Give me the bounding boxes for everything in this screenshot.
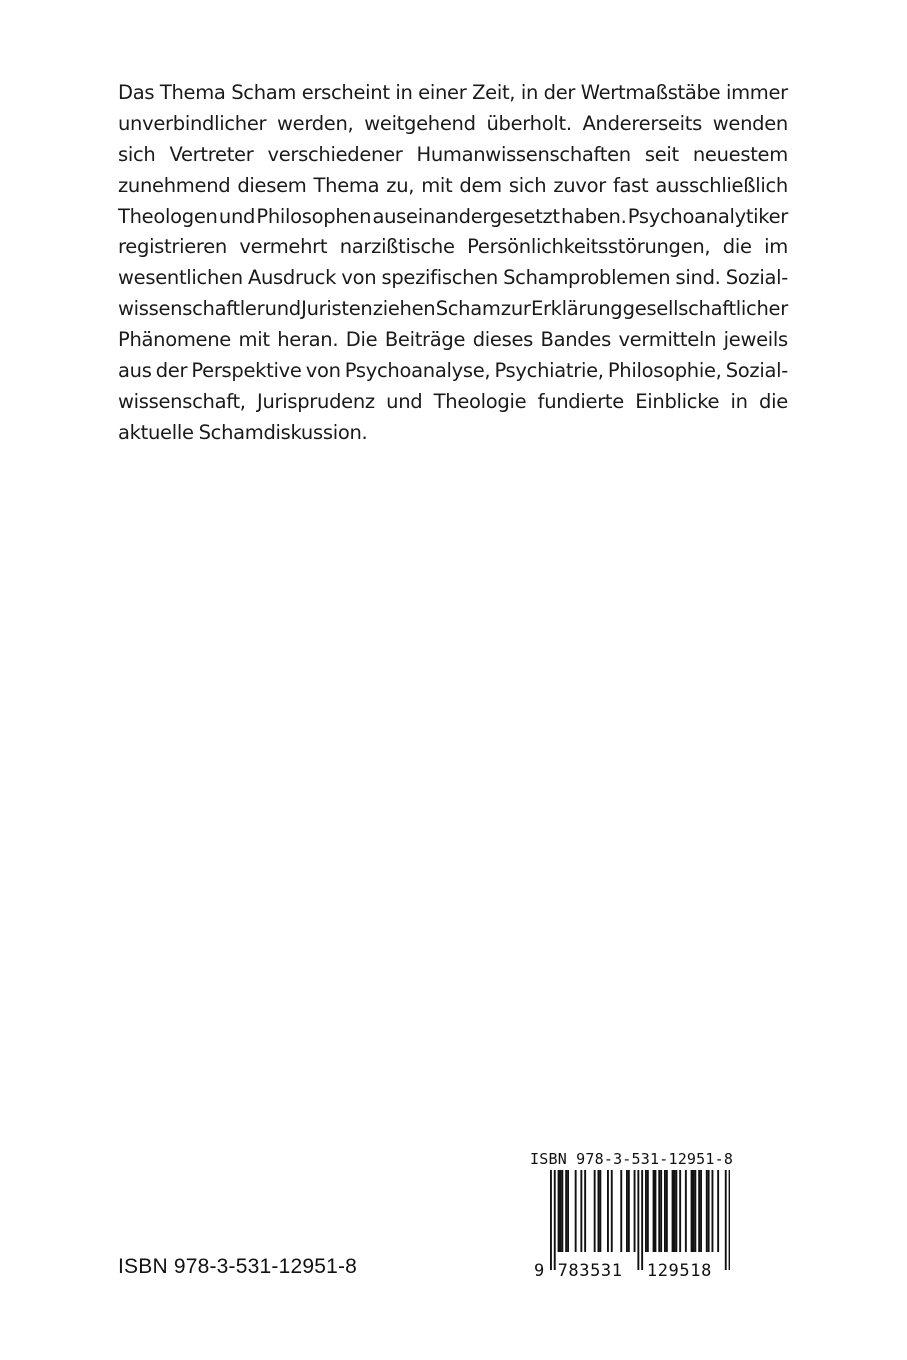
barcode-digits-left: 783531: [557, 1261, 623, 1281]
blurb-word: mit: [238, 328, 270, 352]
barcode-bar: [565, 1170, 567, 1252]
blurb-word: Einblicke: [635, 389, 720, 413]
blurb-word: und: [218, 204, 256, 228]
blurb-word: Erklärung: [530, 297, 623, 321]
blurb-word: Persönlichkeitsstörungen,: [467, 235, 711, 259]
blurb-text: [118, 78, 788, 449]
blurb-word: auseinandergesetzt: [372, 204, 560, 228]
blurb-word: jeweils: [723, 328, 788, 352]
barcode-guard-bar: [550, 1170, 552, 1270]
blurb-word: Die: [345, 328, 378, 352]
blurb-word: aus: [118, 359, 152, 383]
barcode-bar: [706, 1170, 708, 1252]
blurb-word: dieses: [472, 328, 534, 352]
blurb-line-4: [118, 171, 788, 202]
blurb-word: zur: [500, 297, 531, 321]
barcode-bar: [658, 1170, 660, 1252]
blurb-word: weitgehend: [364, 111, 476, 135]
blurb-word: sich: [508, 173, 547, 197]
barcode-guard-bar: [637, 1170, 639, 1270]
barcode-bar: [599, 1170, 601, 1252]
barcode-bar: [653, 1170, 655, 1252]
blurb-word: Theologie: [433, 389, 527, 413]
blurb-word: gesellschaftlicher: [622, 297, 788, 321]
blurb-line-2: [118, 109, 788, 140]
blurb-word: sich: [118, 142, 156, 166]
blurb-word: werden,: [277, 111, 354, 135]
blurb-word: Psychiatrie,: [494, 359, 604, 383]
blurb-word: erscheint: [301, 81, 390, 104]
barcode-bar: [607, 1170, 609, 1252]
blurb-line-1: [118, 78, 788, 109]
barcode-bar: [560, 1170, 562, 1252]
blurb-word: zunehmend: [118, 173, 231, 197]
blurb-line-3: [118, 140, 788, 171]
barcode-isbn-text: ISBN 978-3-531-12951-8: [530, 1150, 734, 1168]
blurb-word: Philosophie,: [607, 359, 722, 383]
blurb-word: Thema: [313, 173, 380, 197]
blurb-line-7: [118, 263, 788, 294]
barcode-bar: [694, 1170, 696, 1252]
blurb-word: Perspektive: [191, 359, 302, 383]
blurb-word: seit: [644, 142, 679, 166]
barcode-bar: [698, 1170, 700, 1252]
barcode-bar: [679, 1170, 681, 1252]
blurb-word: wissenschaftler: [118, 297, 265, 321]
blurb-word: sind.: [675, 266, 721, 290]
blurb-word: vermitteln: [618, 328, 717, 352]
blurb-word: Vertreter: [169, 142, 254, 166]
blurb-word: und: [386, 389, 423, 413]
blurb-word: die: [722, 235, 752, 259]
barcode-bar: [598, 1170, 600, 1252]
barcode-bar: [674, 1170, 676, 1252]
barcode-bar: [575, 1170, 577, 1252]
barcode-bar: [647, 1170, 649, 1252]
blurb-word: mit: [421, 173, 453, 197]
blurb-line-9: [118, 325, 788, 356]
blurb-word: unverbindlicher: [118, 111, 267, 135]
isbn-label: ISBN 978-3-531-12951-8: [118, 1255, 358, 1278]
barcode-bar: [700, 1170, 702, 1252]
barcode-bar: [666, 1170, 668, 1252]
blurb-word: in: [520, 81, 539, 104]
blurb-word: heran.: [277, 328, 339, 352]
barcode-guard-bar: [729, 1170, 730, 1270]
barcode-bars: [530, 1170, 730, 1282]
blurb-word: Psychoanalytiker: [627, 204, 788, 228]
blurb-word: wenden: [712, 111, 788, 135]
blurb-word: Bandes: [540, 328, 611, 352]
blurb-line-5: [118, 202, 788, 233]
barcode-bar: [645, 1170, 647, 1252]
blurb-word: in: [395, 81, 413, 104]
barcode-bar: [685, 1170, 687, 1252]
barcode-bar: [672, 1170, 674, 1252]
blurb-word: im: [764, 235, 788, 259]
barcode-guard-bar: [725, 1170, 727, 1270]
blurb-word: Thema: [159, 81, 226, 104]
blurb-line-11: [118, 387, 788, 418]
barcode-guard-bar: [641, 1170, 643, 1270]
blurb-word: die: [759, 389, 788, 413]
barcode-bar: [584, 1170, 586, 1252]
blurb-word: wissenschaft,: [118, 389, 246, 413]
blurb-word: überholt.: [486, 111, 572, 135]
blurb-word: Psychoanalyse,: [344, 359, 491, 383]
blurb-word: fundierte: [537, 389, 624, 413]
blurb-word: Andererseits: [582, 111, 702, 135]
blurb-word: wesentlichen: [118, 266, 243, 290]
blurb-word: einer: [418, 81, 467, 104]
blurb-word: Scham: [231, 81, 297, 104]
barcode-bar: [626, 1170, 628, 1252]
blurb-word: Zeit,: [472, 81, 516, 104]
blurb-word: Wertmaßstäbe: [580, 81, 721, 104]
blurb-word: narzißtische: [339, 235, 455, 259]
blurb-word: diesem: [237, 173, 307, 197]
barcode-bar: [620, 1170, 622, 1252]
barcode-bar: [628, 1170, 630, 1252]
blurb-word: von: [341, 266, 377, 290]
barcode-bar: [693, 1170, 695, 1252]
blurb-word: zu,: [386, 173, 415, 197]
blurb-word: Schamproblemen: [503, 266, 671, 290]
blurb-word: Ausdruck: [247, 266, 337, 290]
blurb-word: Sozial-: [725, 359, 788, 383]
blurb-word: von: [305, 359, 341, 383]
barcode-bar: [561, 1170, 563, 1252]
barcode-bar: [660, 1170, 662, 1252]
barcode-bar: [717, 1170, 719, 1252]
blurb-word: zuvor: [553, 173, 606, 197]
blurb-word: Das: [118, 81, 155, 104]
barcode-bar: [675, 1170, 677, 1252]
blurb-word: neuestem: [692, 142, 788, 166]
blurb-word: Phänomene: [118, 328, 232, 352]
barcode-bar: [691, 1170, 693, 1252]
blurb-line-6: [118, 232, 788, 263]
blurb-word: dem: [459, 173, 502, 197]
blurb-word: immer: [725, 81, 788, 104]
blurb-word: spezifischen: [381, 266, 498, 290]
blurb-word: Juristen: [301, 297, 373, 321]
blurb-word: ausschließlich: [655, 173, 788, 197]
blurb-line-12: aktuelle Schamdiskussion.: [118, 420, 368, 444]
blurb-word: und: [264, 297, 301, 321]
barcode: [530, 1150, 734, 1281]
barcode-bar: [580, 1170, 582, 1252]
blurb-word: vermehrt: [239, 235, 328, 259]
barcode-bar: [634, 1170, 636, 1252]
barcode-bar: [594, 1170, 596, 1252]
barcode-bar: [611, 1170, 613, 1252]
barcode-bars-group: [550, 1170, 730, 1270]
barcode-bar: [567, 1170, 569, 1252]
blurb-word: Scham: [435, 297, 501, 321]
blurb-line-10: [118, 356, 788, 387]
blurb-word: der: [543, 81, 576, 104]
barcode-bar: [712, 1170, 714, 1252]
blurb-word: fast: [612, 173, 649, 197]
barcode-bar: [664, 1170, 666, 1252]
barcode-bar: [655, 1170, 657, 1252]
blurb-word: Beiträge: [384, 328, 466, 352]
blurb-word: haben.: [561, 204, 627, 228]
barcode-guard-bar: [554, 1170, 556, 1270]
blurb-line-8: [118, 294, 788, 325]
blurb-word: verschiedener: [267, 142, 403, 166]
barcode-bar: [558, 1170, 560, 1252]
blurb-word: Philosophen: [256, 204, 372, 228]
blurb-word: Sozial-: [725, 266, 788, 290]
blurb-word: Theologen: [118, 204, 218, 228]
barcode-digit-first: 9: [534, 1261, 545, 1281]
blurb-word: Jurisprudenz: [257, 389, 375, 413]
barcode-digits-right: 129518: [646, 1261, 712, 1281]
blurb-word: der: [155, 359, 188, 383]
blurb-word: ziehen: [372, 297, 436, 321]
blurb-word: Humanwissenschaften: [416, 142, 631, 166]
blurb-word: registrieren: [118, 235, 227, 259]
blurb-word: in: [730, 389, 748, 413]
barcode-bar: [708, 1170, 710, 1252]
